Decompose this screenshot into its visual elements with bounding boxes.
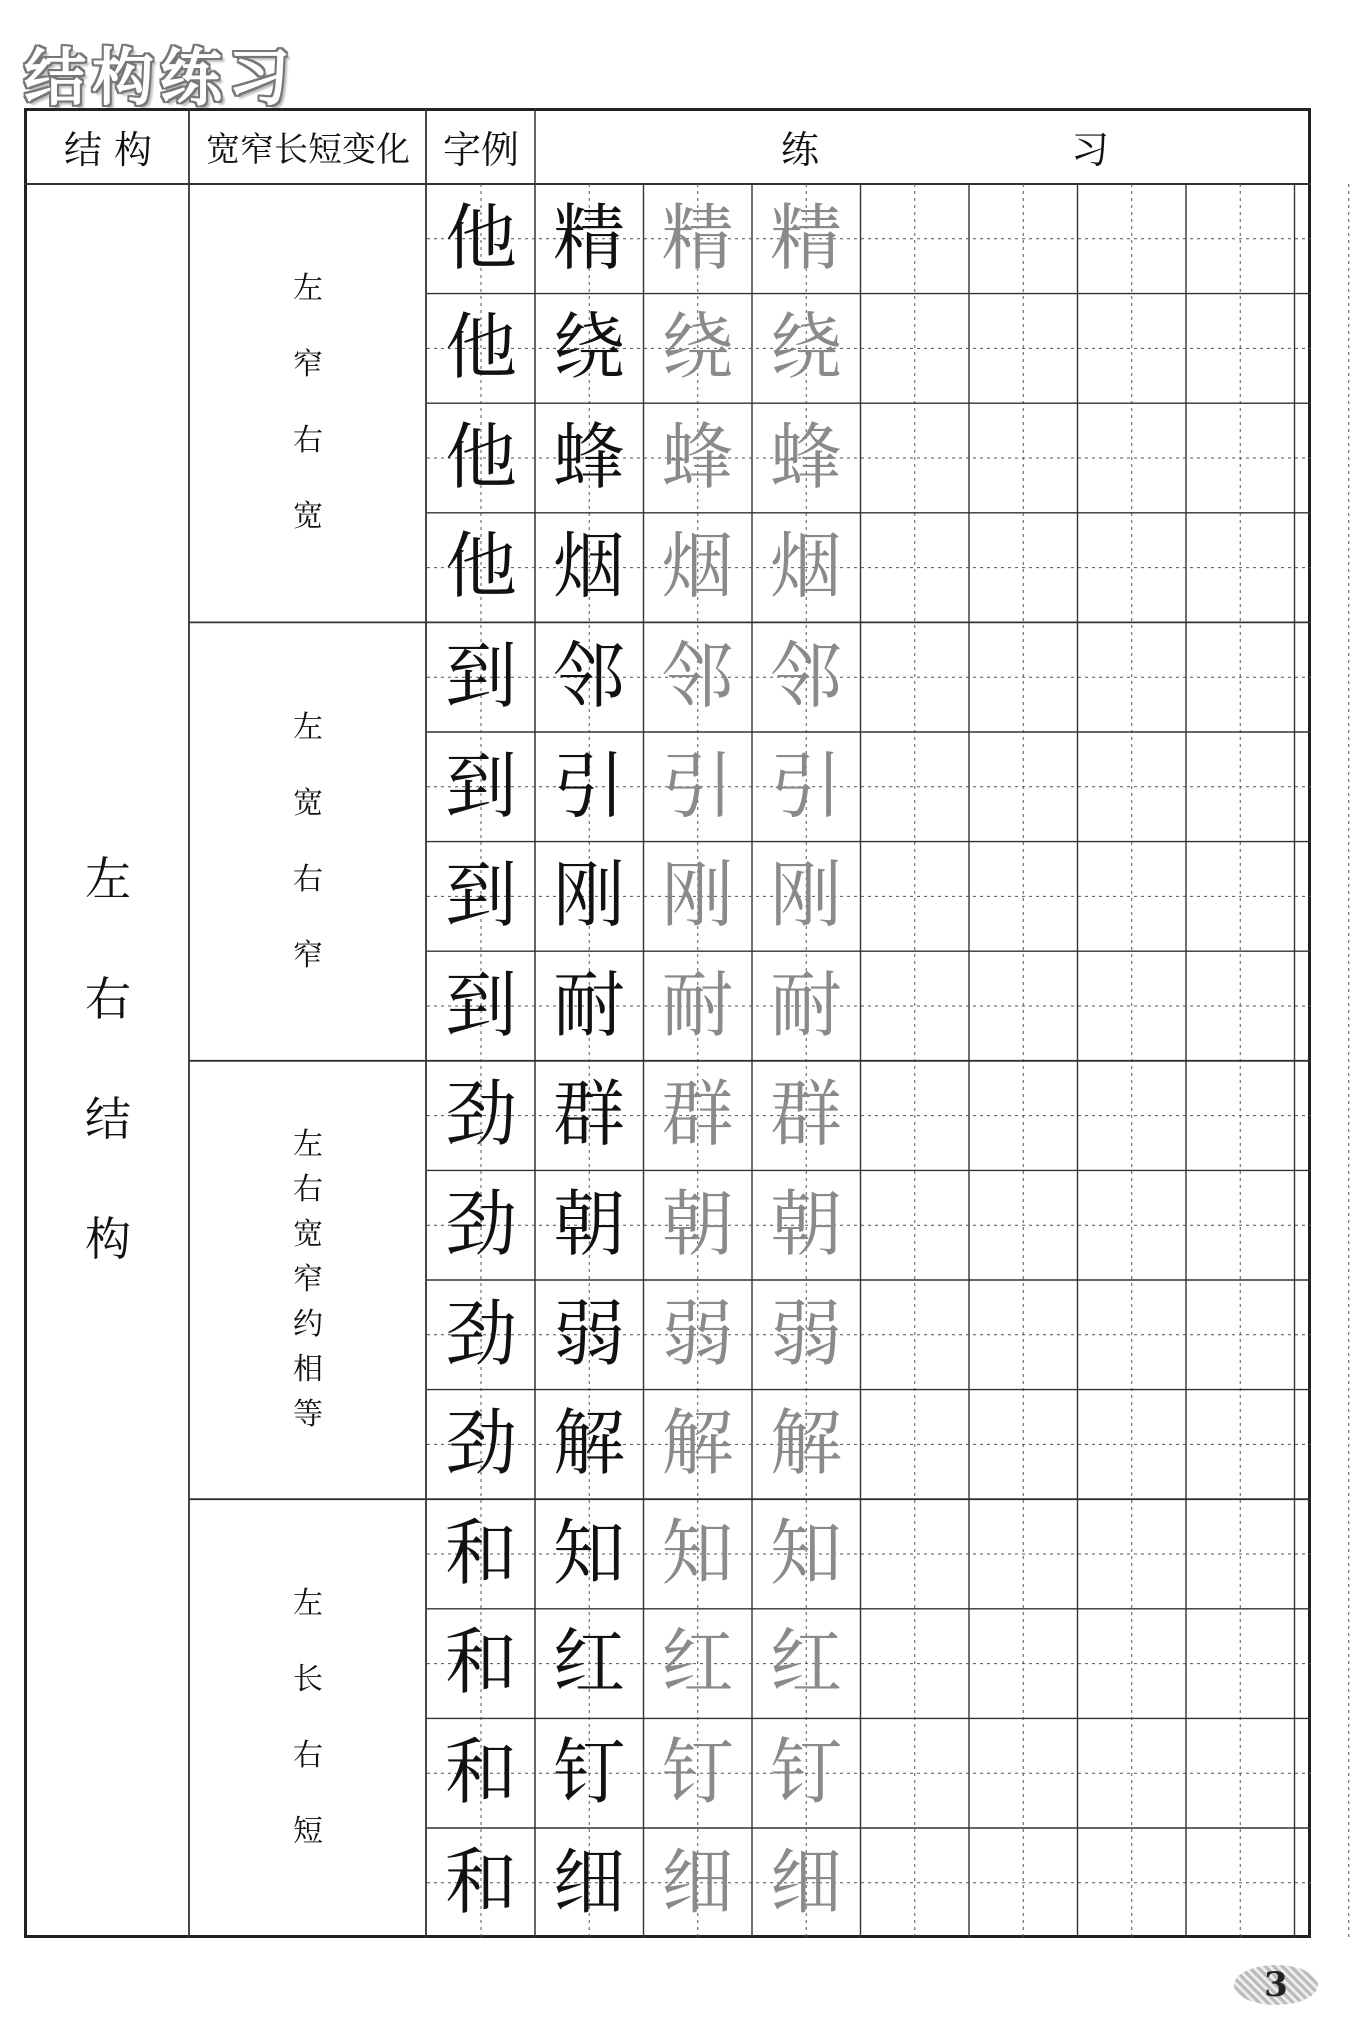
variation-char: 短 (293, 1814, 323, 1850)
variation-char: 约 (293, 1307, 323, 1343)
practice-cell[interactable] (861, 732, 969, 839)
example-char: 和 (444, 1729, 517, 1814)
trace-char: 耐 (661, 962, 734, 1047)
practice-cell[interactable] (969, 1609, 1077, 1716)
trace-char: 绕 (769, 305, 842, 390)
variation-char: 左 (293, 271, 323, 307)
practice-cell[interactable] (1186, 1280, 1294, 1387)
practice-cell[interactable] (861, 1499, 969, 1606)
trace-char: 群 (661, 1072, 734, 1157)
practice-cell[interactable] (1078, 1499, 1186, 1606)
trace-char: 朝 (769, 1181, 842, 1266)
variation-char: 窄 (293, 347, 323, 383)
trace-char: 蜂 (769, 414, 842, 499)
trace-char: 精 (661, 195, 734, 280)
practice-cell[interactable] (1078, 1390, 1186, 1497)
practice-cell[interactable] (969, 732, 1077, 839)
practice-cell[interactable] (1186, 842, 1294, 949)
practice-cell[interactable] (1078, 622, 1186, 729)
header-example: 字例 (442, 127, 519, 172)
trace-char: 细 (769, 1839, 842, 1924)
model-char: 耐 (552, 962, 625, 1047)
practice-cell[interactable] (1078, 1280, 1186, 1387)
practice-cell[interactable] (1078, 842, 1186, 949)
variation-char: 右 (293, 861, 323, 897)
variation-label (190, 1499, 426, 1937)
structure-label (27, 183, 189, 1935)
trace-char: 钉 (769, 1729, 842, 1814)
trace-char: 钉 (661, 1729, 734, 1814)
practice-cell[interactable] (969, 1280, 1077, 1387)
practice-cell[interactable] (1295, 1499, 1354, 1606)
practice-cell[interactable] (861, 1061, 969, 1168)
practice-cell[interactable] (1078, 732, 1186, 839)
structure-char: 结 (85, 1092, 131, 1146)
practice-cell[interactable] (1186, 1170, 1294, 1277)
trace-char: 刚 (661, 853, 734, 938)
practice-cell[interactable] (1295, 842, 1354, 949)
structure-char: 左 (85, 852, 131, 906)
practice-cell[interactable] (1186, 403, 1294, 510)
practice-cell[interactable] (969, 513, 1077, 620)
structure-char: 构 (85, 1212, 131, 1266)
practice-cell[interactable] (861, 842, 969, 949)
model-char: 细 (552, 1839, 625, 1924)
variation-char: 宽 (293, 1217, 323, 1253)
practice-cell[interactable] (861, 622, 969, 729)
structure-char: 右 (85, 972, 131, 1026)
practice-cell[interactable] (861, 1609, 969, 1716)
practice-cell[interactable] (1186, 1609, 1294, 1716)
practice-cell[interactable] (1295, 1061, 1354, 1168)
example-char: 和 (444, 1620, 517, 1705)
example-char: 和 (444, 1839, 517, 1924)
practice-cell[interactable] (1295, 1828, 1354, 1935)
model-char: 弱 (552, 1291, 625, 1376)
practice-cell[interactable] (969, 1499, 1077, 1606)
example-char: 到 (444, 633, 517, 718)
example-char: 到 (444, 853, 517, 938)
trace-char: 红 (769, 1620, 842, 1705)
trace-char: 精 (769, 195, 842, 280)
practice-cell[interactable] (1295, 294, 1354, 401)
practice-cell[interactable] (1295, 1718, 1354, 1825)
practice-cell[interactable] (1078, 1609, 1186, 1716)
practice-cell[interactable] (1186, 622, 1294, 729)
practice-cell[interactable] (1078, 1170, 1186, 1277)
practice-cell[interactable] (1295, 184, 1354, 291)
page-title: 结构练习 (24, 41, 297, 114)
practice-cell[interactable] (1186, 1390, 1294, 1497)
variation-char: 右 (293, 1172, 323, 1208)
variation-char: 右 (293, 1738, 323, 1774)
variation-char: 宽 (293, 499, 323, 535)
model-char: 邻 (552, 633, 625, 718)
model-char: 群 (552, 1072, 625, 1157)
practice-cell[interactable] (861, 513, 969, 620)
model-char: 蜂 (552, 414, 625, 499)
practice-cell[interactable] (969, 622, 1077, 729)
practice-cell[interactable] (1186, 294, 1294, 401)
practice-cell[interactable] (1295, 622, 1354, 729)
practice-cell[interactable] (1186, 1718, 1294, 1825)
example-char: 劲 (444, 1291, 517, 1376)
practice-cell[interactable] (861, 1828, 969, 1935)
example-char: 到 (444, 743, 517, 828)
variation-char: 相 (293, 1352, 323, 1388)
example-char: 他 (444, 305, 517, 390)
practice-cell[interactable] (1295, 403, 1354, 510)
model-char: 刚 (552, 853, 625, 938)
variation-char: 左 (293, 1586, 323, 1622)
example-char: 他 (444, 524, 517, 609)
model-char: 朝 (552, 1181, 625, 1266)
trace-char: 朝 (661, 1181, 734, 1266)
practice-cell[interactable] (969, 294, 1077, 401)
practice-cell[interactable] (969, 1390, 1077, 1497)
practice-cell[interactable] (861, 1390, 969, 1497)
model-char: 引 (552, 743, 625, 828)
practice-cell[interactable] (1078, 1718, 1186, 1825)
header-practice-2: 习 (1070, 127, 1109, 172)
practice-cell[interactable] (1078, 1828, 1186, 1935)
practice-cell[interactable] (861, 1170, 969, 1277)
practice-cell[interactable] (969, 1170, 1077, 1277)
model-char: 解 (552, 1401, 625, 1486)
practice-cell[interactable] (1186, 1499, 1294, 1606)
model-char: 知 (552, 1510, 625, 1595)
trace-char: 烟 (661, 524, 734, 609)
example-char: 劲 (444, 1072, 517, 1157)
practice-cell[interactable] (861, 403, 969, 510)
practice-cell[interactable] (1186, 513, 1294, 620)
practice-cell[interactable] (1295, 951, 1354, 1058)
variation-char: 左 (293, 1127, 323, 1163)
trace-char: 解 (661, 1401, 734, 1486)
practice-cell[interactable] (1295, 1390, 1354, 1497)
practice-cell[interactable] (1186, 951, 1294, 1058)
model-char: 绕 (552, 305, 625, 390)
trace-char: 绕 (661, 305, 734, 390)
trace-char: 烟 (769, 524, 842, 609)
model-char: 红 (552, 1620, 625, 1705)
trace-char: 刚 (769, 853, 842, 938)
header-variation: 宽窄长短变化 (206, 129, 410, 170)
practice-cell[interactable] (1295, 732, 1354, 839)
practice-cell[interactable] (861, 294, 969, 401)
example-char: 劲 (444, 1401, 517, 1486)
variation-label (190, 622, 426, 1060)
practice-cell[interactable] (1295, 1280, 1354, 1387)
variation-label (190, 1061, 426, 1499)
trace-char: 红 (661, 1620, 734, 1705)
model-char: 钉 (552, 1729, 625, 1814)
example-char: 他 (444, 414, 517, 499)
practice-cell[interactable] (969, 1718, 1077, 1825)
trace-char: 邻 (769, 633, 842, 718)
header-structure: 结 构 (63, 127, 153, 172)
practice-cell[interactable] (969, 842, 1077, 949)
practice-cell[interactable] (1078, 403, 1186, 510)
variation-char: 宽 (293, 785, 323, 821)
practice-cell[interactable] (1186, 184, 1294, 291)
trace-char: 细 (661, 1839, 734, 1924)
practice-cell[interactable] (861, 951, 969, 1058)
model-char: 精 (552, 195, 625, 280)
trace-char: 弱 (769, 1291, 842, 1376)
practice-cell[interactable] (1295, 1609, 1354, 1716)
trace-char: 耐 (769, 962, 842, 1047)
practice-cell[interactable] (1186, 732, 1294, 839)
practice-cell[interactable] (1186, 1828, 1294, 1935)
practice-cell[interactable] (1078, 184, 1186, 291)
practice-cell[interactable] (1078, 951, 1186, 1058)
trace-char: 群 (769, 1072, 842, 1157)
trace-char: 弱 (661, 1291, 734, 1376)
practice-cell[interactable] (969, 403, 1077, 510)
practice-cell[interactable] (1295, 513, 1354, 620)
trace-char: 知 (661, 1510, 734, 1595)
variation-char: 长 (293, 1662, 323, 1698)
example-char: 到 (444, 962, 517, 1047)
trace-char: 引 (769, 743, 842, 828)
example-char: 他 (444, 195, 517, 280)
variation-char: 窄 (293, 1262, 323, 1298)
variation-char: 窄 (293, 937, 323, 973)
trace-char: 解 (769, 1401, 842, 1486)
trace-char: 引 (661, 743, 734, 828)
practice-cell[interactable] (1295, 1170, 1354, 1277)
practice-cell[interactable] (969, 184, 1077, 291)
model-char: 烟 (552, 524, 625, 609)
practice-cell[interactable] (861, 184, 969, 291)
practice-cell[interactable] (1078, 513, 1186, 620)
variation-char: 右 (293, 423, 323, 459)
example-char: 和 (444, 1510, 517, 1595)
variation-label (190, 184, 426, 622)
practice-cell[interactable] (969, 1828, 1077, 1935)
practice-cell[interactable] (861, 1718, 969, 1825)
practice-cell[interactable] (1186, 1061, 1294, 1168)
header-practice-1: 练 (780, 127, 819, 172)
practice-cell[interactable] (1078, 1061, 1186, 1168)
page-number: 3 (1234, 1965, 1318, 2005)
practice-cell[interactable] (969, 951, 1077, 1058)
trace-char: 知 (769, 1510, 842, 1595)
variation-char: 等 (293, 1397, 323, 1433)
example-char: 劲 (444, 1181, 517, 1266)
practice-cell[interactable] (1078, 294, 1186, 401)
trace-char: 邻 (661, 633, 734, 718)
practice-cell[interactable] (861, 1280, 969, 1387)
trace-char: 蜂 (661, 414, 734, 499)
variation-char: 左 (293, 709, 323, 745)
practice-cell[interactable] (969, 1061, 1077, 1168)
